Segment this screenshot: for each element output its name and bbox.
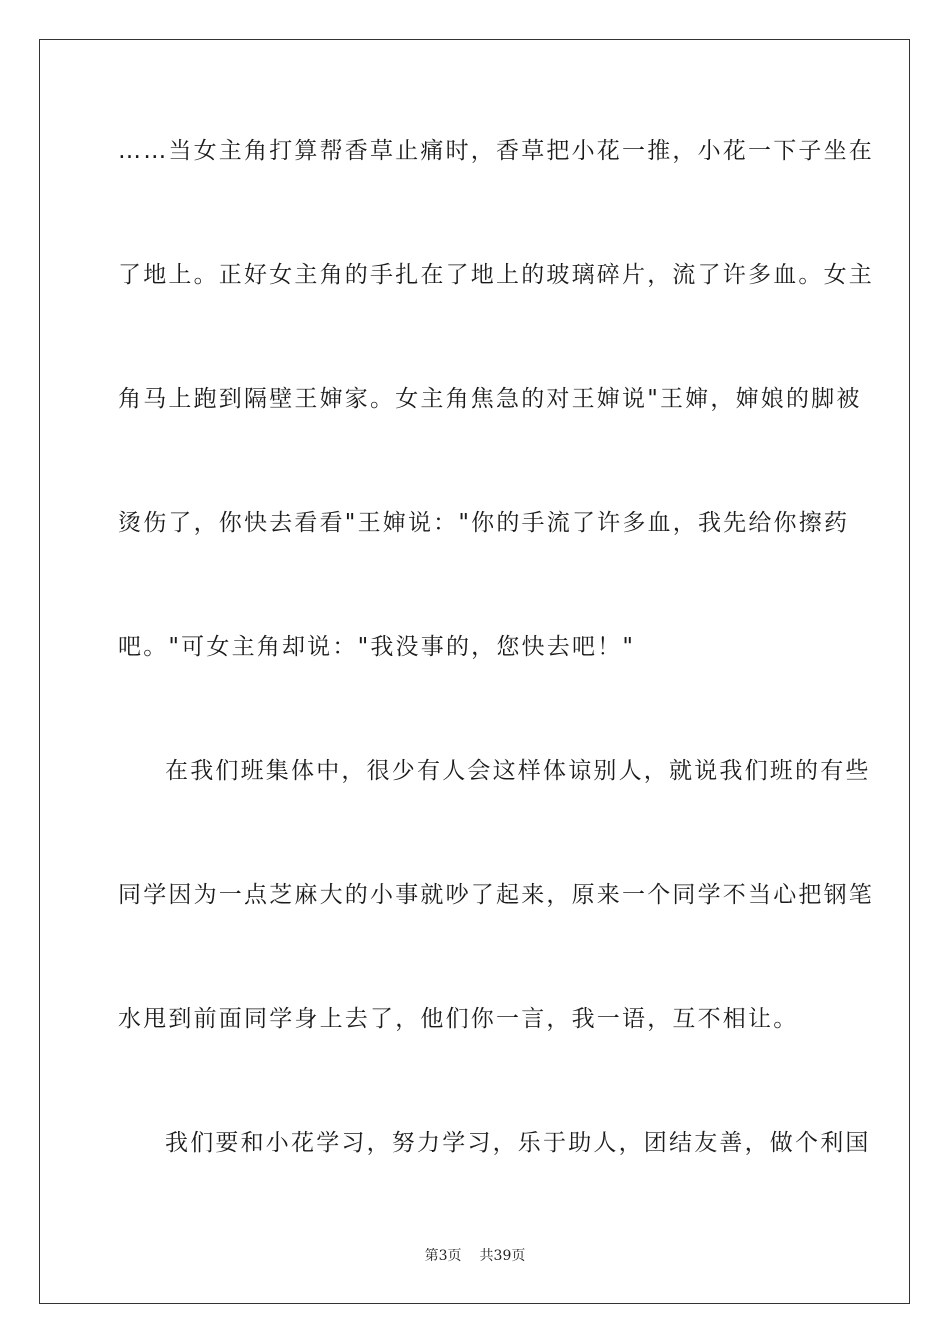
paragraph-start-line: 在我们班集体中，很少有人会这样体谅别人，就说我们班的有些 bbox=[165, 758, 871, 784]
page-footer bbox=[0, 1246, 950, 1266]
text-line: 了地上。正好女主角的手扎在了地上的玻璃碎片，流了许多血。女主 bbox=[118, 262, 874, 288]
paragraph-start-line: 我们要和小花学习，努力学习，乐于助人，团结友善，做个利国 bbox=[165, 1130, 871, 1156]
page-border bbox=[39, 39, 910, 1304]
text-line: 水甩到前面同学身上去了，他们你一言，我一语，互不相让。 bbox=[118, 1006, 799, 1032]
text-line: 同学因为一点芝麻大的小事就吵了起来，原来一个同学不当心把钢笔 bbox=[118, 882, 874, 908]
text-line: 烫伤了，你快去看看"王婶说："你的手流了许多血，我先给你擦药 bbox=[118, 510, 850, 536]
page-number: 第3页 bbox=[424, 1248, 462, 1264]
text-line: ……当女主角打算帮香草止痛时，香草把小花一推，小花一下子坐在 bbox=[118, 138, 874, 164]
page-total: 共39页 bbox=[479, 1248, 526, 1264]
text-line: 角马上跑到隔壁王婶家。女主角焦急的对王婶说"王婶，婶娘的脚被 bbox=[118, 386, 862, 412]
text-line: 吧。"可女主角却说："我没事的，您快去吧！" bbox=[118, 634, 636, 660]
